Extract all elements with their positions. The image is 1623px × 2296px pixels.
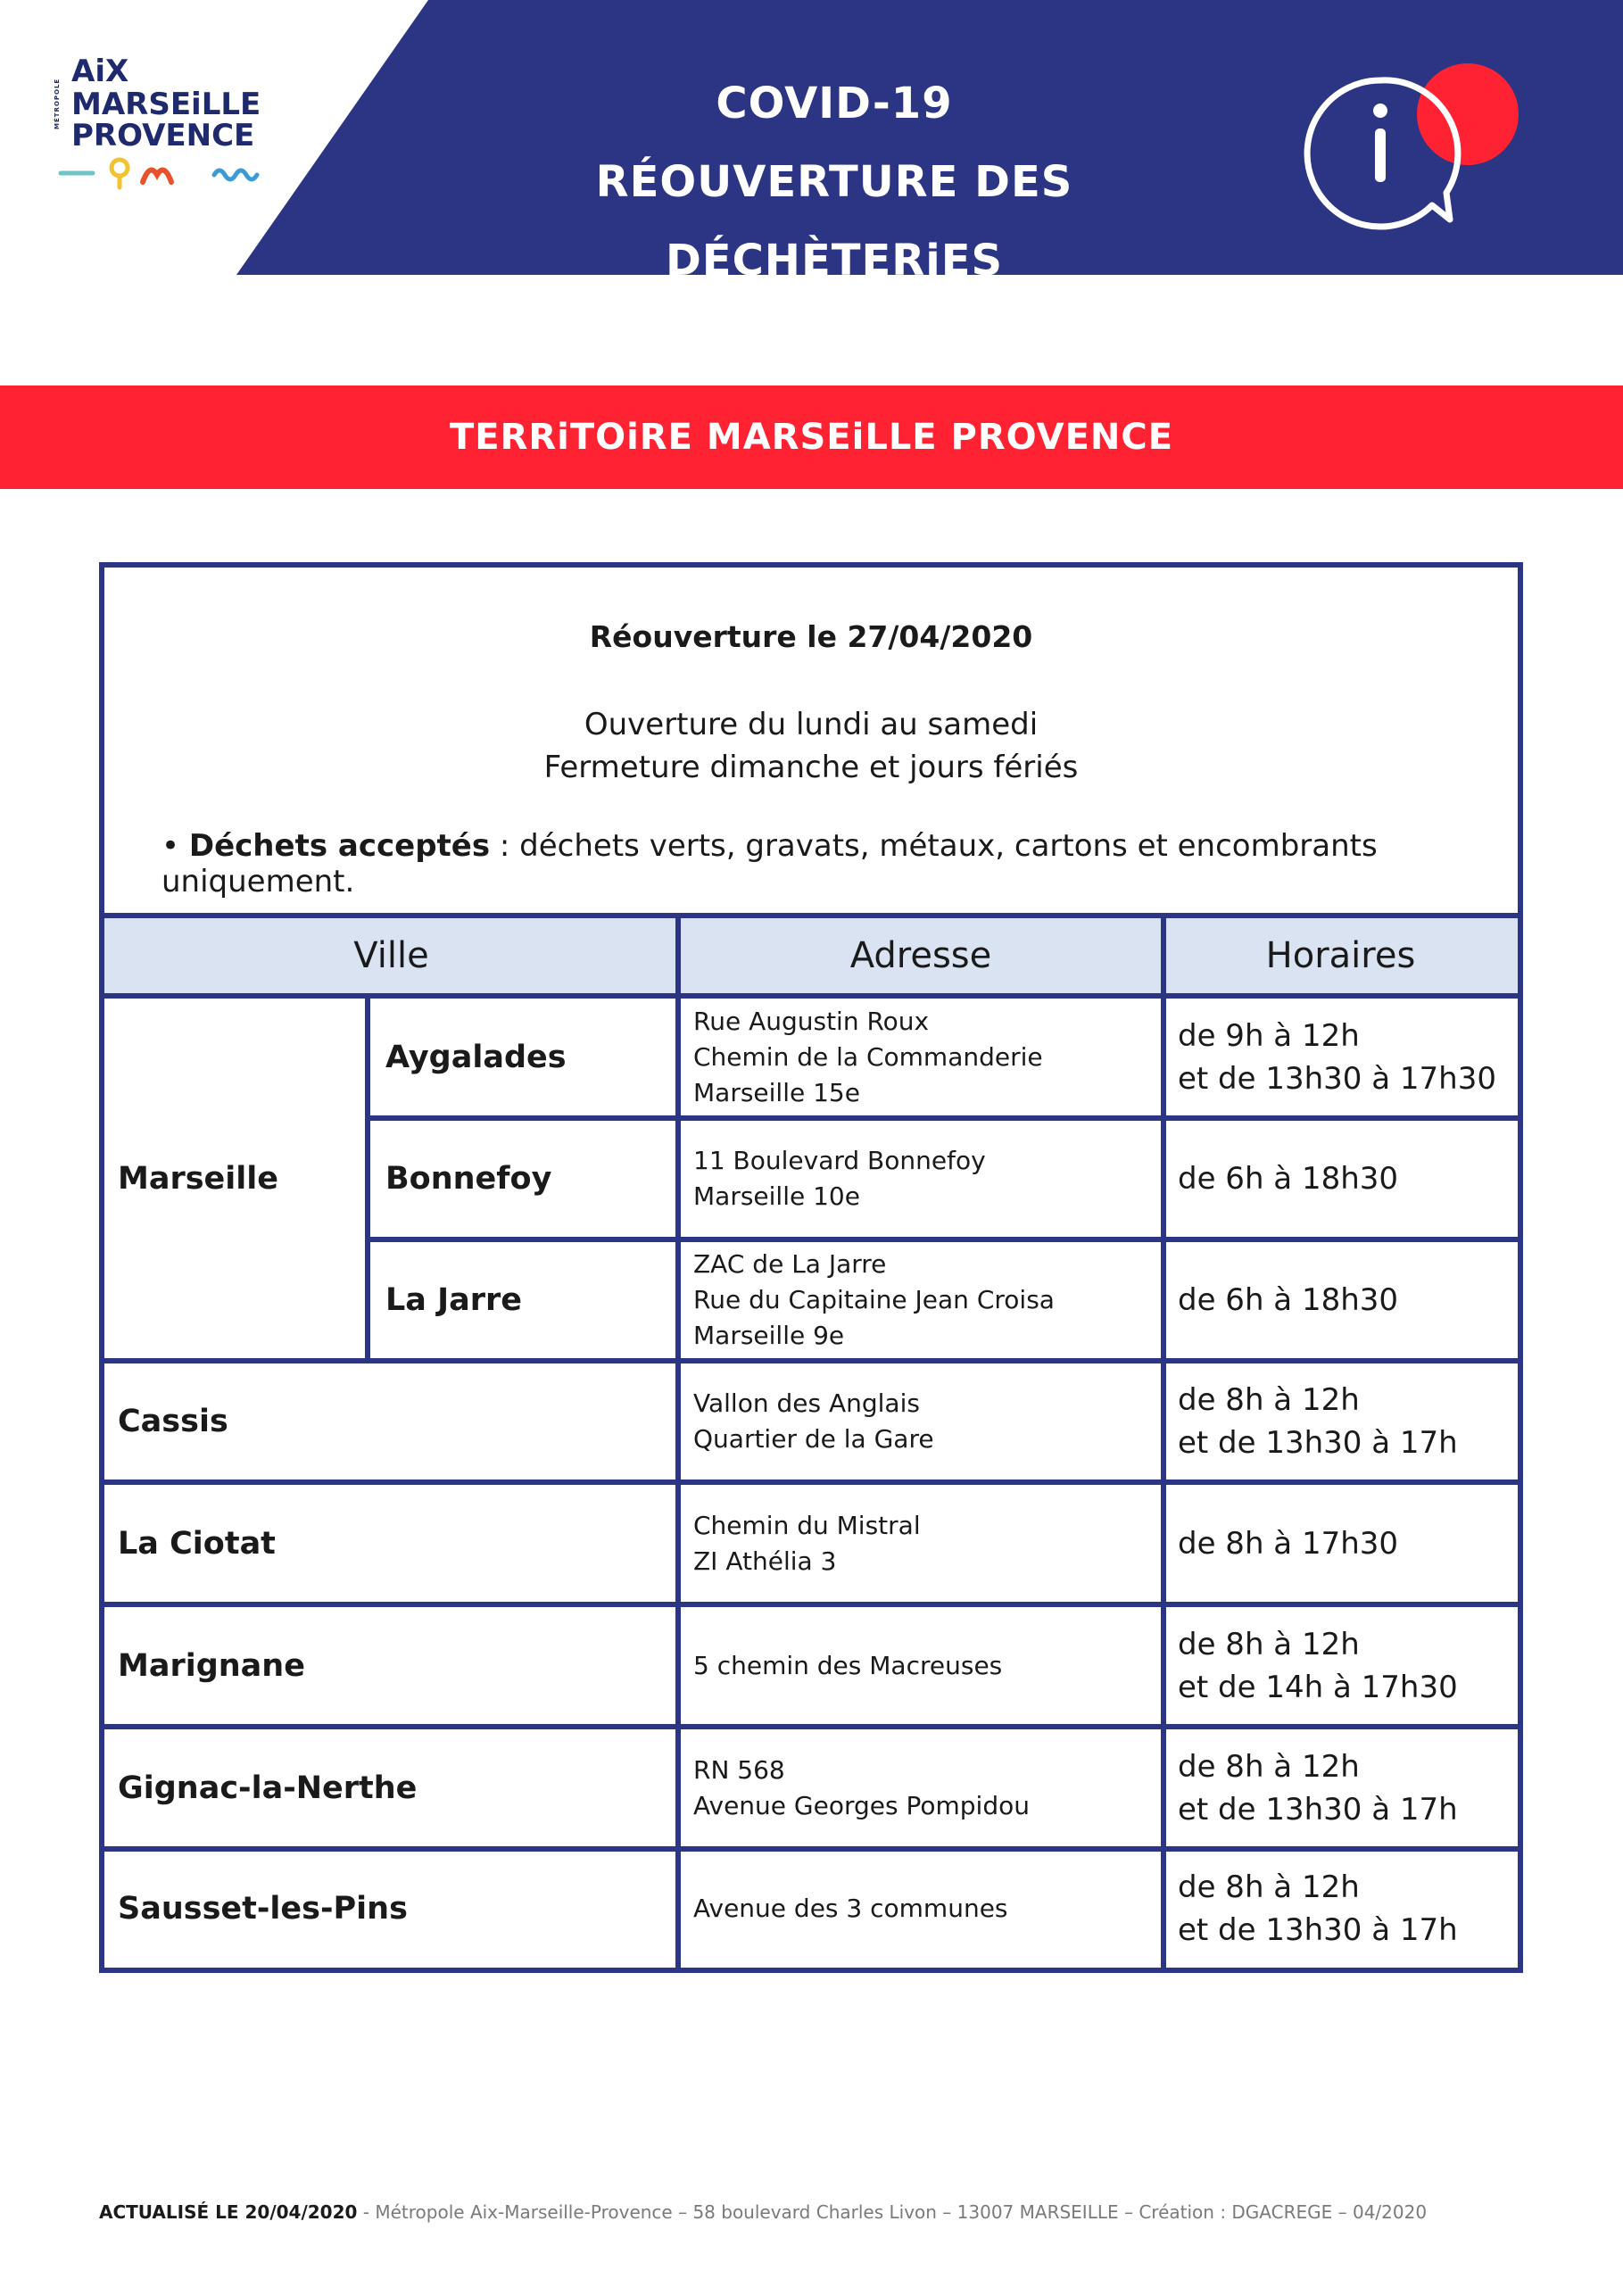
city-la-ciotat: La Ciotat <box>118 1525 276 1562</box>
hours-cassis: de 8h à 12h et de 13h30 à 17h <box>1178 1382 1458 1461</box>
footer-details: - Métropole Aix-Marseille-Provence – 58 boulevard Charles Livon – 13007 MARSEILLE – Création : DGACREGE – 04/2020 <box>357 2201 1428 2223</box>
site-aygalades: Aygalades <box>385 1039 567 1075</box>
logo-side-text: MÉTROPOLE <box>54 78 61 129</box>
hours-aygalades: de 9h à 12h et de 13h30 à 17h30 <box>1178 1017 1496 1097</box>
column-header-ville: Ville <box>353 935 429 976</box>
logo-line-marseille: MARSEiLLE <box>71 87 261 122</box>
bullet-icon: • <box>161 828 189 864</box>
hours-sausset-les-pins: de 8h à 12h et de 13h30 à 17h <box>1178 1869 1458 1948</box>
city-marseille: Marseille <box>118 1160 279 1197</box>
address-cassis: Vallon des Anglais Quartier de la Gare <box>693 1388 934 1454</box>
logo-line-provence: PROVENCE <box>71 118 255 153</box>
column-header-adresse: Adresse <box>849 935 992 976</box>
hours-gignac-la-nerthe: de 8h à 12h et de 13h30 à 17h <box>1178 1748 1458 1828</box>
hours-la-jarre: de 6h à 18h30 <box>1178 1282 1399 1318</box>
address-gignac-la-nerthe: RN 568 Avenue Georges Pompidou <box>693 1754 1030 1820</box>
column-header-horaires: Horaires <box>1265 935 1416 976</box>
hours-bonnefoy: de 6h à 18h30 <box>1178 1161 1399 1197</box>
address-sausset-les-pins: Avenue des 3 communes <box>693 1893 1008 1923</box>
metropole-logo <box>54 55 286 189</box>
territory-banner: TERRiTOiRE MARSEiLLE PROVENCE <box>0 385 1623 489</box>
site-la-jarre: La Jarre <box>385 1282 523 1318</box>
site-bonnefoy: Bonnefoy <box>385 1161 552 1197</box>
title-reopening: RÉOUVERTURE DES DÉCHÈTERiES <box>595 157 1073 286</box>
footer-updated: ACTUALISÉ LE 20/04/2020 <box>99 2201 358 2223</box>
address-la-jarre: ZAC de La Jarre Rue du Capitaine Jean Croisa Marseille 9e <box>693 1249 1055 1350</box>
city-marignane: Marignane <box>118 1647 305 1684</box>
page-title <box>428 64 1240 300</box>
city-cassis: Cassis <box>118 1404 228 1439</box>
accepted-waste-text: : déchets verts, gravats, métaux, cartons et encombrants uniquement. <box>161 828 1378 899</box>
logo-wave-icon <box>57 155 271 191</box>
title-covid: COVID-19 <box>716 79 953 128</box>
address-aygalades: Rue Augustin Roux Chemin de la Commanderie Marseille 15e <box>693 1006 1043 1107</box>
accepted-waste-label: Déchets acceptés <box>188 828 491 864</box>
hours-marignane: de 8h à 12h et de 14h à 17h30 <box>1178 1626 1458 1705</box>
info-table-frame <box>99 562 1523 1973</box>
hours-la-ciotat: de 8h à 17h30 <box>1178 1525 1399 1562</box>
address-la-ciotat: Chemin du Mistral ZI Athélia 3 <box>693 1510 921 1576</box>
footer-credits <box>99 2201 1571 2224</box>
address-marignane: 5 chemin des Macreuses <box>693 1650 1003 1680</box>
info-speech-bubble-icon <box>1298 54 1521 232</box>
city-gignac-la-nerthe: Gignac-la-Nerthe <box>118 1770 418 1806</box>
address-bonnefoy: 11 Boulevard Bonnefoy Marseille 10e <box>693 1146 986 1211</box>
city-sausset-les-pins: Sausset-les-Pins <box>118 1890 408 1927</box>
opening-days-line: Ouverture du lundi au samedi <box>584 707 1039 742</box>
logo-line-aix: AiX <box>71 54 129 89</box>
reopening-date: Réouverture le 27/04/2020 <box>589 619 1033 654</box>
closing-days-line: Fermeture dimanche et jours fériés <box>543 750 1079 785</box>
